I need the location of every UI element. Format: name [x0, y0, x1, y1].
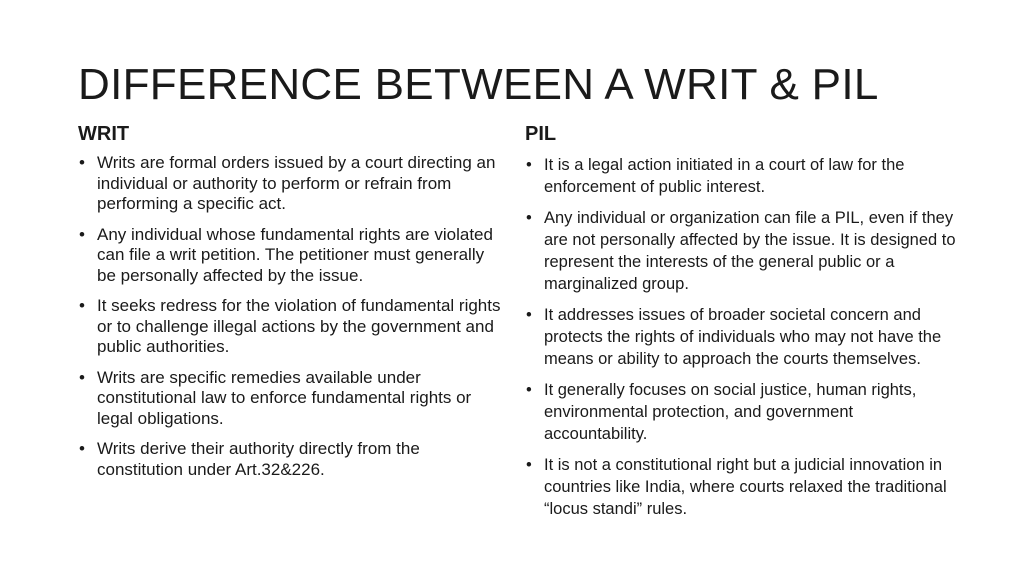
list-item — [78, 439, 503, 480]
bullet-icon: • — [79, 224, 85, 244]
bullet-text: Any individual or organization can file a PIL, even if they are not personally affected by the issue. It is designed to represent the interests of the general public or a marginalized group. — [544, 209, 956, 293]
slide-title: DIFFERENCE BETWEEN A WRIT & PIL — [78, 60, 879, 109]
bullet-icon: • — [526, 456, 532, 474]
bullet-text: Any individual whose fundamental rights are violated can file a writ petition. The petitioner must generally be personally affected by the issue. — [97, 224, 493, 285]
bullet-icon: • — [526, 209, 532, 227]
bullet-icon: • — [526, 306, 532, 324]
bullet-text: It seeks redress for the violation of fundamental rights or to challenge illegal actions by the government and public authorities. — [97, 296, 501, 356]
list-item — [525, 154, 957, 198]
bullet-icon: • — [79, 367, 85, 387]
list-item — [78, 225, 503, 287]
bullet-text: Writs derive their authority directly from the constitution under Art.32&226. — [97, 439, 420, 479]
list-item — [78, 368, 503, 430]
pil-bullet-list — [525, 154, 957, 520]
bullet-text: It is not a constitutional right but a judicial innovation in countries like India, where courts relaxed the traditional “locus standi” rules. — [544, 456, 947, 518]
list-item — [525, 454, 957, 520]
writ-heading: WRIT — [78, 123, 130, 145]
writ-bullet-list — [78, 153, 503, 480]
pil-column — [525, 122, 957, 529]
bullet-icon: • — [79, 153, 85, 172]
list-item — [525, 207, 957, 295]
pil-heading: PIL — [525, 123, 557, 145]
bullet-text: Writs are formal orders issued by a court directing an individual or authority to perform or refrain from performing a specific act. — [97, 153, 496, 213]
list-item — [525, 379, 957, 445]
bullet-text: It generally focuses on social justice, human rights, environmental protection, and government accountability. — [544, 381, 917, 443]
list-item — [525, 304, 957, 370]
list-item — [78, 153, 503, 215]
list-item — [78, 296, 503, 358]
bullet-text: It addresses issues of broader societal concern and protects the rights of individuals who may not have the means or ability to approach the courts themselves. — [544, 306, 942, 368]
bullet-icon: • — [526, 381, 532, 399]
bullet-icon: • — [79, 439, 85, 458]
bullet-text: It is a legal action initiated in a court of law for the enforcement of public interest. — [544, 156, 905, 196]
bullet-icon: • — [526, 156, 532, 174]
bullet-icon: • — [79, 296, 85, 315]
bullet-text: Writs are specific remedies available under constitutional law to enforce fundamental rights or legal obligations. — [97, 367, 472, 428]
writ-column — [78, 122, 503, 490]
